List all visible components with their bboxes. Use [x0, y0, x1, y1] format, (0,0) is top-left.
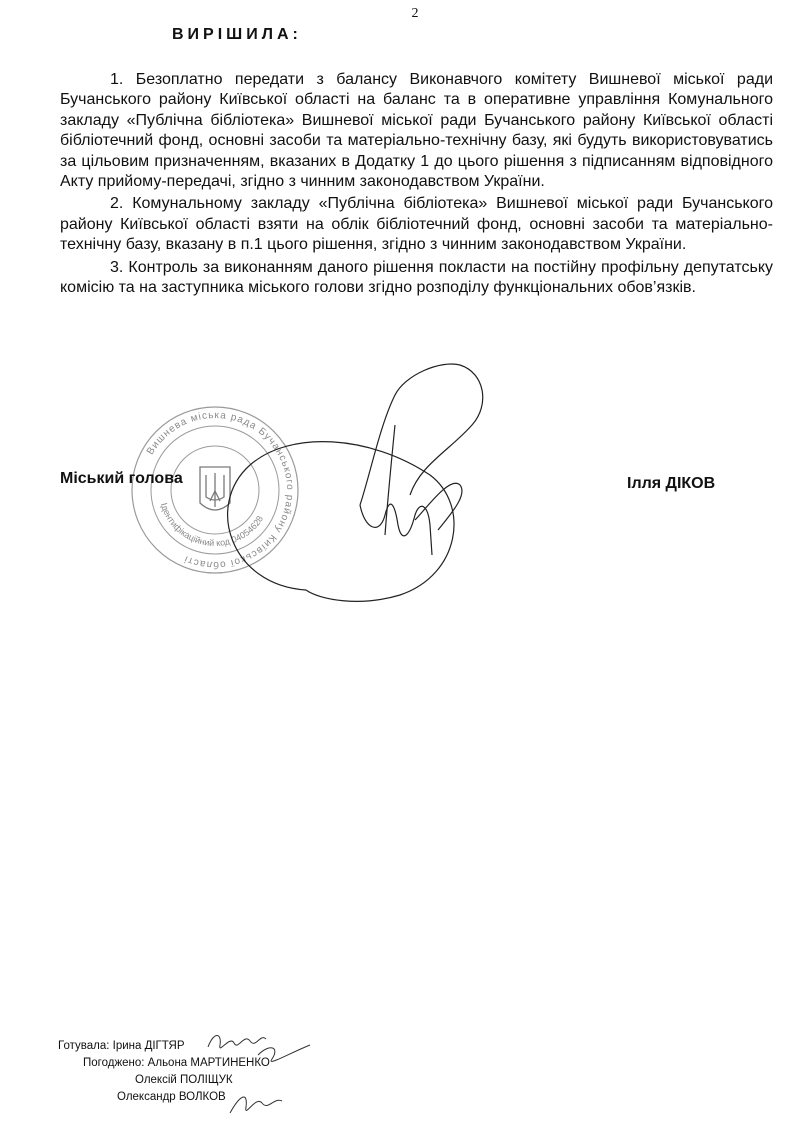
paragraph-2: 2. Комунальному закладу «Публічна бібліотека» Вишневої міської ради Бучанського району Київської області взяти на облік бібліотечний фонд, основні засоби та матеріально-технічну базу, вказану в п.1 цього рішення, згідно з чинним законодавством України. [60, 195, 773, 254]
approval-signatures [200, 1025, 330, 1125]
prepared-by-line: Готувала: Ірина ДІГТЯР [58, 1040, 185, 1052]
approved-by-line-2: Олексій ПОЛІЩУК [135, 1074, 233, 1086]
stamp-inner-text: Ідентифікаційний код 04054628 [158, 501, 266, 549]
paragraph-1: 1. Безоплатно передати з балансу Виконавчого комітету Вишневої міської ради Бучанського району Київської області на баланс та в оперативне управління Комунального закладу «Публічна бібліотека» Вишневої міської ради Бучанського району Київської області бібліотечний фонд, основні засоби та матеріально-технічну базу, які будуть використовуватись за цільовим призначенням, вказаних в Додатку 1 до цього рішення з підписанням відповідного Акту прийому-передачі, згідно з чинним законодавством України. [60, 71, 773, 191]
signatory-title: Міський голова [60, 470, 183, 487]
stamp-outer-text: Вишнева міська рада Бучанського району Київської області [145, 409, 296, 571]
page-number: 2 [411, 6, 419, 21]
decision-heading: ВИРІШИЛА: [172, 26, 302, 43]
paragraph-3: 3. Контроль за виконанням даного рішення покласти на постійну профільну депутатську комісію та на заступника міського голови згідно розподілу функціональних обов’язків. [60, 258, 773, 297]
signatory-name: Ілля ДІКОВ [627, 475, 716, 492]
decision-body [60, 70, 773, 300]
approved-by-line-1: Погоджено: Альона МАРТИНЕНКО [83, 1057, 270, 1069]
approved-by-line-3: Олександр ВОЛКОВ [117, 1091, 226, 1103]
mayor-signature [210, 355, 500, 605]
